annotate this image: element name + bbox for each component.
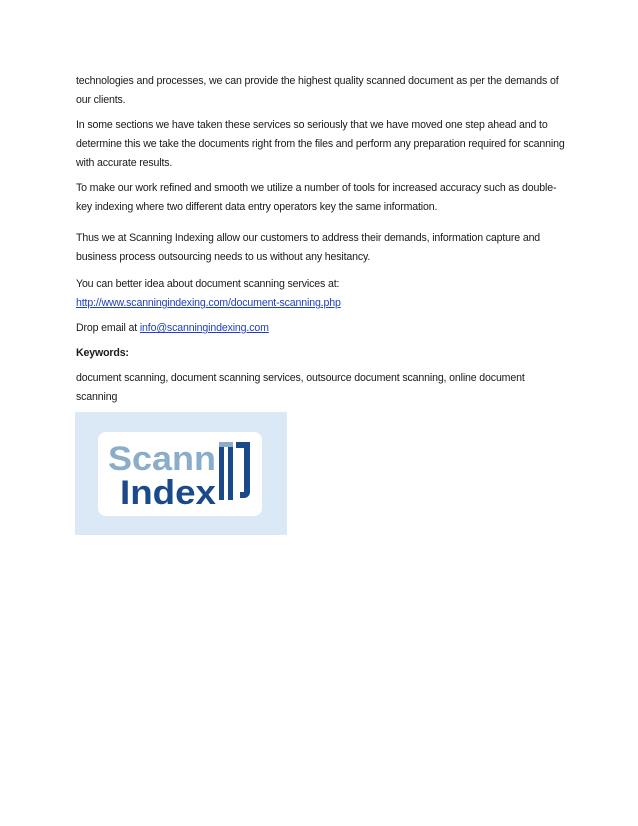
- email-link[interactable]: info@scanningindexing.com: [139, 322, 269, 334]
- company-logo: [75, 412, 287, 535]
- paragraph-technologies: technologies and processes, we can provide the highest quality scanned document as per the demands of our clients.: [76, 75, 559, 106]
- logo-text-indexing: Index: [120, 474, 217, 512]
- logo-ing-mark-icon: [219, 442, 250, 500]
- document-body: [76, 72, 566, 407]
- scanning-services-link[interactable]: http://www.scanningindexing.com/document-scanning.php: [76, 297, 341, 309]
- logo-graphic: [98, 432, 262, 516]
- paragraph-tools: To make our work refined and smooth we utilize a number of tools for increased accuracy such as double-key indexing where two different data entry operators key the same information.: [76, 182, 557, 213]
- logo-panel: [98, 432, 262, 516]
- drop-email-text: Drop email at: [76, 322, 140, 334]
- paragraph-customers: Thus we at Scanning Indexing allow our customers to address their demands, information capture and business process outsourcing needs to us without any hesitancy.: [76, 232, 541, 263]
- paragraph-services: In some sections we have taken these services so seriously that we have moved one step ahead and to determine this we take the documents right from the files and perform any preparation required for scanning with accurate results.: [76, 119, 565, 169]
- paragraph-drop-email: [76, 319, 566, 338]
- keywords-text: document scanning, document scanning services, outsource document scanning, online document scanning: [76, 372, 525, 403]
- keywords-heading: Keywords:: [76, 347, 129, 359]
- better-idea-text: You can better idea about document scanning services at:: [76, 278, 340, 290]
- logo-text-scanning: Scann: [108, 440, 216, 478]
- paragraph-better-idea: [76, 275, 566, 313]
